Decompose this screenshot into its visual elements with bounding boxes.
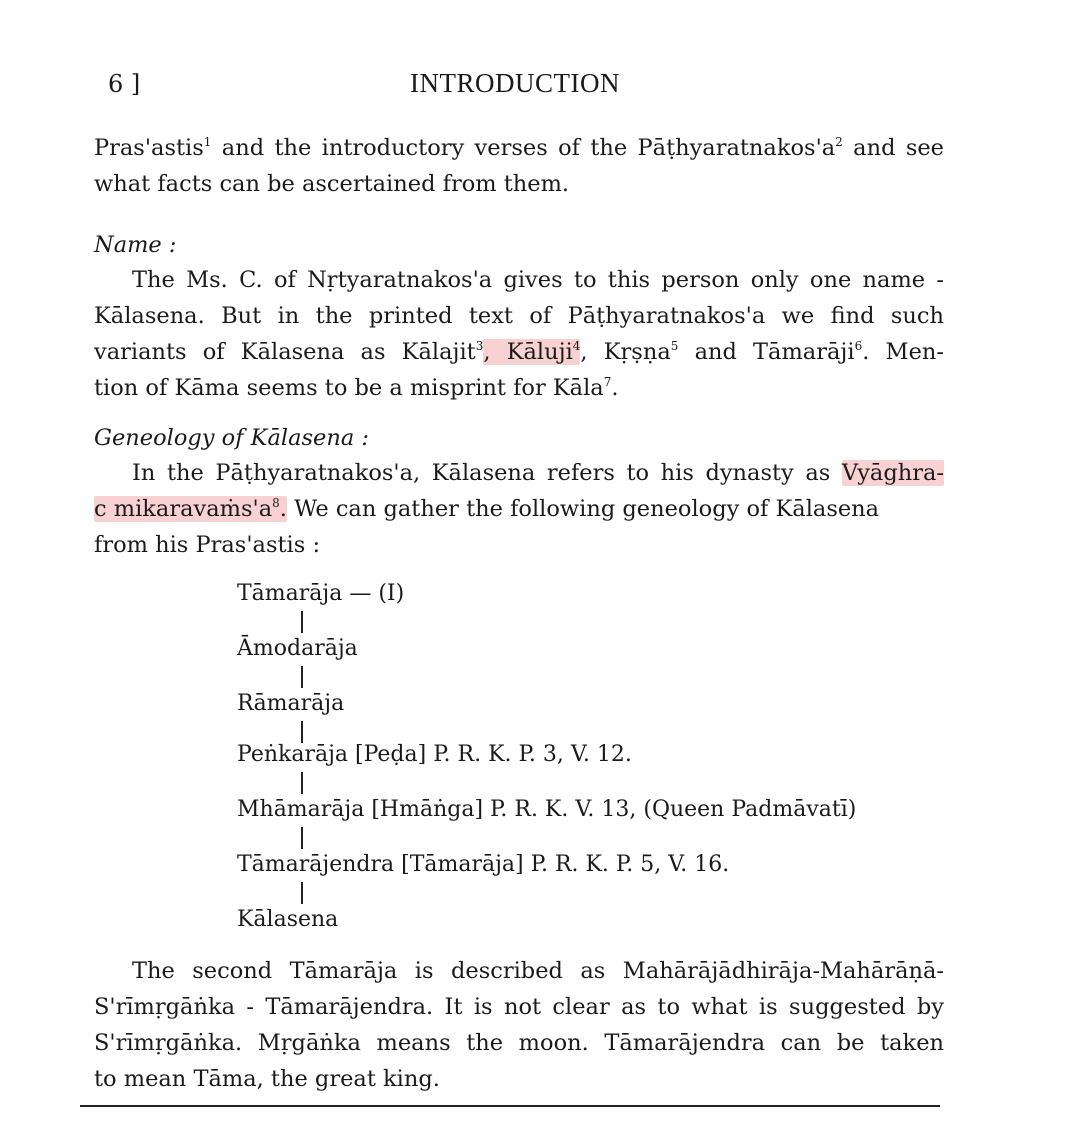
footnote-rule bbox=[80, 1105, 940, 1107]
tree-node: Āmodarāja bbox=[237, 636, 358, 661]
geneology-line-3: from his Pras'astis : bbox=[94, 532, 321, 558]
name-line-1: The Ms. C. of Nṛtyaratnakos'a gives to this person only one name - bbox=[132, 267, 944, 293]
closing-line-3: S'rīmṛgāṅka. Mṛgāṅka means the moon. Tāmarājendra can be taken bbox=[94, 1030, 944, 1056]
intro-line-1: Pras'astis$^1$ and the introductory verses of the $Pāṭhyaratnakos'a^2$ and see bbox=[94, 135, 944, 161]
name-line-3: variants of Kālasena as Kālajit$^3$, Kāluji$^4$, Kṛṣṇa$^5$ and Tāmarāji$^6$. Men- bbox=[94, 339, 944, 365]
tree-node: Tāmarājendra [Tāmarāja] P. R. K. P. 5, V. 16. bbox=[237, 852, 730, 877]
closing-line-2: S'rīmṛgāṅka - Tāmarājendra. It is not clear as to what is suggested by bbox=[94, 994, 944, 1020]
closing-paragraph bbox=[94, 953, 944, 1097]
tree-node: Kālasena bbox=[237, 907, 339, 932]
geneology-heading: Geneology of Kālasena : bbox=[94, 425, 370, 451]
tree-node: Mhāmarāja [Hmāṅga] P. R. K. V. 13, (Queen Padmāvatī) bbox=[237, 797, 857, 822]
tree-connector bbox=[301, 666, 303, 688]
tree-node: Peṅkarāja [Peḍa] P. R. K. P. 3, V. 12. bbox=[237, 742, 632, 767]
tree-node: Rāmarāja bbox=[237, 691, 345, 716]
name-line-4: tion of Kāma seems to be a misprint for Kāla$^7$. bbox=[94, 375, 619, 401]
highlight-vyaghra: Vyāghra- bbox=[841, 460, 944, 486]
closing-line-4: to mean Tāma, the great king. bbox=[94, 1066, 440, 1092]
geneology-line-2: c $mikaravaṁs'a^8$. We can gather the following geneology of Kālasena bbox=[94, 496, 880, 522]
highlight-mikaravamsa: c $mikaravaṁs'a^8$. bbox=[94, 496, 287, 522]
tree-connector bbox=[301, 882, 303, 904]
page-number: 6 ] bbox=[108, 70, 141, 98]
tree-node: Tāmarāja — (I) bbox=[237, 581, 405, 606]
page-header bbox=[0, 66, 1080, 102]
name-line-2: Kālasena. But in the printed text of Pāṭhyaratnakos'a we find such bbox=[94, 303, 944, 329]
tree-connector bbox=[301, 827, 303, 849]
tree-connector bbox=[301, 611, 303, 633]
highlight-kaluji: , Kāluji$^4$ bbox=[483, 339, 581, 365]
name-paragraph bbox=[94, 262, 944, 406]
running-title: INTRODUCTION bbox=[410, 68, 620, 98]
geneology-paragraph bbox=[94, 455, 944, 563]
intro-paragraph bbox=[94, 130, 944, 202]
name-heading: Name : bbox=[94, 232, 177, 258]
closing-line-1: The second Tāmarāja is described as Mahārājādhirāja-Mahārāṇā- bbox=[132, 958, 944, 984]
tree-connector bbox=[301, 772, 303, 794]
geneology-line-1: In the Pāṭhyaratnakos'a, Kālasena refers to his dynasty as Vyāghra- bbox=[132, 460, 944, 486]
intro-line-2: what facts can be ascertained from them. bbox=[94, 171, 570, 197]
